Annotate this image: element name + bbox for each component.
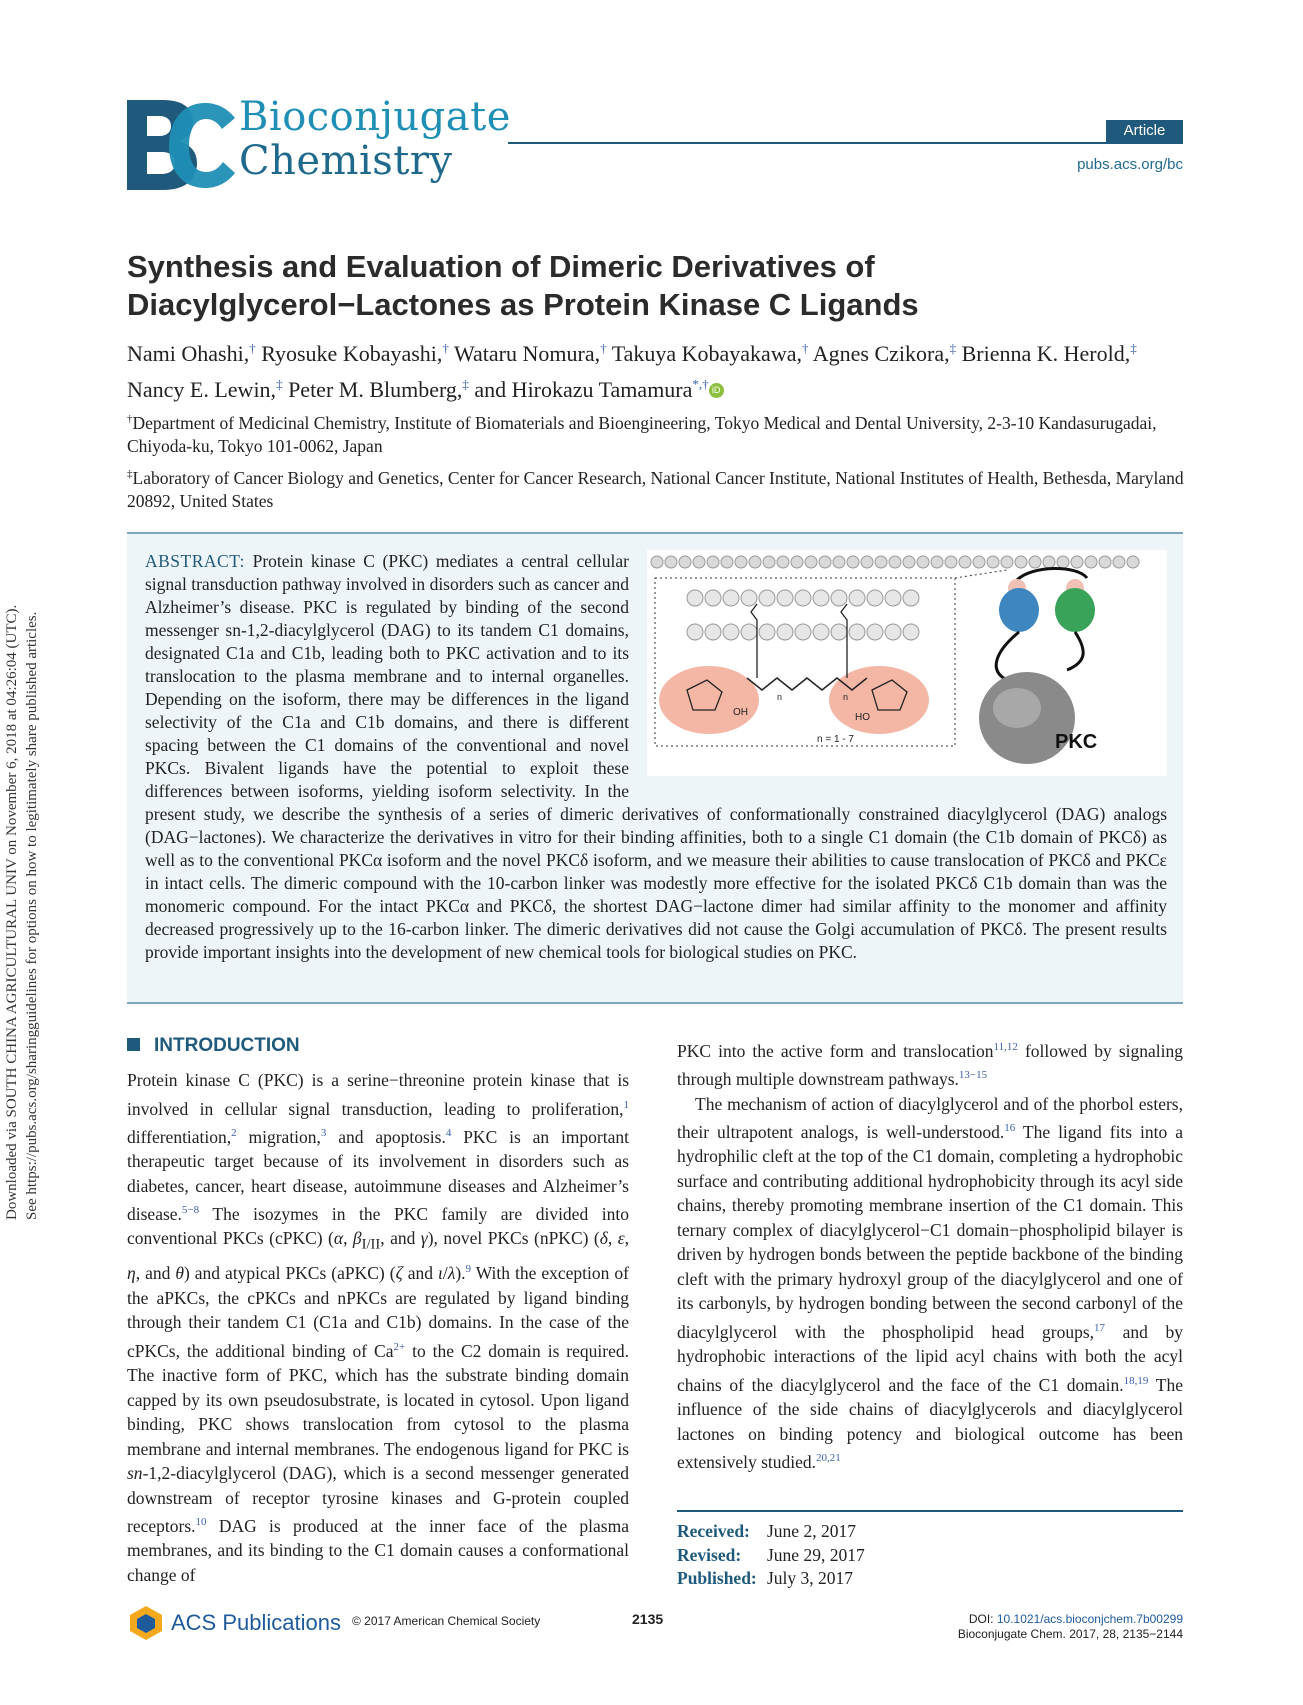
affiliation-text: Department of Medicinal Chemistry, Institute of Biomaterials and Bioengineering, Tokyo Medical and Dental University, 2-3-10 Kandasurugadai, Chiyoda-ku, Tokyo 101-0062, Japan xyxy=(127,412,1157,456)
article-type-badge: Article xyxy=(1106,120,1183,142)
header-rule xyxy=(508,142,1183,144)
abstract-label: ABSTRACT: xyxy=(145,551,245,571)
author-affiliation-mark: † xyxy=(249,341,256,356)
publisher-name: ACS Publications xyxy=(171,1610,341,1635)
author[interactable]: Nami Ohashi,† xyxy=(127,341,256,367)
doi-link[interactable]: 10.1021/acs.bioconjchem.7b00299 xyxy=(996,1612,1183,1626)
n-subscript-left: n xyxy=(777,692,783,702)
date-value: June 2, 2017 xyxy=(767,1521,856,1541)
section-heading-text: INTRODUCTION xyxy=(154,1035,300,1056)
affiliation-mark: ‡ xyxy=(127,468,133,480)
download-notice-line2: See https://pubs.acs.org/sharingguidelines for options on how to legitimately share published articles. xyxy=(24,611,40,1220)
author-affiliation-mark: ‡ xyxy=(462,376,469,392)
date-value: June 29, 2017 xyxy=(767,1544,865,1565)
author[interactable]: and Hirokazu Tamamura*,† xyxy=(474,376,709,402)
intro-paragraph-1-cont: PKC into the active form and translocation$^{11,12}$ followed by signaling through multiple downstream pathways.$^{13-15}$ xyxy=(677,1040,1183,1090)
author-affiliation-mark: † xyxy=(801,341,809,356)
author-affiliation-mark: † xyxy=(442,341,449,356)
acs-hexagon-icon xyxy=(127,1604,165,1642)
date-value: July 3, 2017 xyxy=(767,1568,854,1588)
author-affiliation-mark: ‡ xyxy=(276,376,283,392)
journal-name-line2: Chemistry xyxy=(239,138,453,184)
author[interactable]: Takuya Kobayakawa,† xyxy=(611,341,809,367)
orcid-icon[interactable]: iD xyxy=(709,383,724,398)
copyright: © 2017 American Chemical Society xyxy=(352,1614,541,1628)
abstract xyxy=(145,550,1167,964)
citation: Bioconjugate Chem. 2017, 28, 2135−2144 xyxy=(957,1627,1183,1641)
author-affiliation-mark: *,† xyxy=(692,376,709,392)
date-published xyxy=(677,1567,865,1591)
date-revised xyxy=(677,1544,865,1568)
author-affiliation-mark: ‡ xyxy=(949,341,957,356)
date-label: Published: xyxy=(677,1568,757,1588)
bc-logo-icon xyxy=(127,100,237,190)
affiliation-1 xyxy=(127,408,1187,458)
date-label: Revised: xyxy=(677,1544,742,1565)
author-affiliation-mark: † xyxy=(600,341,607,356)
download-notice xyxy=(2,480,42,1220)
author[interactable]: Agnes Czikora,‡ xyxy=(812,341,957,367)
publication-dates xyxy=(677,1520,865,1591)
dates-rule xyxy=(677,1510,1183,1512)
affiliation-text: Laboratory of Cancer Biology and Genetics, Center for Cancer Research, National Cancer Institute, National Institutes of Health, Bethesda, Maryland 20892, United States xyxy=(127,467,1184,511)
n-range-label: n = 1 - 7 xyxy=(817,734,854,745)
author[interactable]: Wataru Nomura,† xyxy=(454,341,607,367)
author[interactable]: Ryosuke Kobayashi,† xyxy=(261,341,449,367)
affiliation-2 xyxy=(127,463,1187,513)
doi-prefix: DOI: xyxy=(968,1612,997,1626)
n-subscript-right: n xyxy=(843,692,849,702)
section-heading xyxy=(127,1035,300,1057)
paper-title: Synthesis and Evaluation of Dimeric Derivatives of Diacylglycerol−Lactones as Protein Kinase C Ligands xyxy=(127,249,919,322)
acs-publications-logo[interactable] xyxy=(127,1604,347,1644)
intro-left-column xyxy=(127,1068,629,1587)
doi xyxy=(880,1612,1183,1627)
author[interactable]: Nancy E. Lewin,‡ xyxy=(127,376,283,402)
author-affiliation-mark: ‡ xyxy=(1130,341,1137,356)
oh-label: OH xyxy=(733,707,748,718)
intro-paragraph-1: Protein kinase C (PKC) is a serine−threonine protein kinase that is involved in cellular signal transduction, leading to proliferation,$^1$ differentiation,$^2$ migration,$^3$ and apoptosis.$^4$ PKC is an important therapeutic target because of its involvement in disorders such as diabetes, cancer, heart disease, autoimmune diseases and Alzheimer’s disease.$^{5-8}$ The isozymes in the PKC family are divided into conventional PKCs (cPKC) (α, $\beta_{I/II}$, and γ), novel PKCs (nPKC) (δ, ε, η, and θ) and atypical PKCs (aPKC) (ζ and ι/λ).$^9$ With the exception of the aPKCs, the cPKCs and nPKCs are regulated by ligand binding through their tandem C1 (C1a and C1b) domains. In the case of the cPKCs, the additional binding of $Ca^{2+}$ to the C2 domain is required. The inactive form of PKC, which has the substrate binding domain capped by its own pseudosubstrate, is located in cytosol. Upon ligand binding, PKC shows translocation from cytosol to the plasma membrane and internal membranes. The endogenous ligand for PKC is sn-1,2-diacylglycerol (DAG), which is a second messenger generated downstream of receptor tyrosine kinases and G-protein coupled receptors.$^{10}$ DAG is produced at the inner face of the plasma membranes, and its binding to the C1 domain causes a conformational change of xyxy=(127,1070,629,1585)
author[interactable]: Peter M. Blumberg,‡ xyxy=(288,376,469,402)
toc-graphic xyxy=(647,550,1167,795)
ho-label: HO xyxy=(855,712,870,723)
abstract-text: Protein kinase C (PKC) mediates a central cellular signal transduction pathway involved in disorders such as cancer and Alzheimer’s disease. PKC is regulated by binding of the second messenger sn-1,2-diacylglycerol (DAG) to its tandem C1 domains, designated C1a and C1b, leading both to PKC activation and to its translocation to the plasma membrane and to internal organelles. Depending on the isoform, there may be differences in the ligand selectivity of the C1a and C1b domains, and there is different spacing between the C1 domains of the conventional and novel PKCs. Bivalent ligands have the potential to exploit these differences between isoforms, yielding isoform selectivity. In the present study, we describe the synthesis of a series of dimeric derivatives of conformationally constrained diacylglycerol (DAG) analogs (DAG−lactones). We characterize the derivatives in vitro for their binding affinities, both to a single C1 domain (the C1b domain of PKCδ) as well as to the conventional PKCα isoform and the novel PKCδ isoform, and we measure their abilities to cause translocation of PKCδ and PKCε in intact cells. The dimeric compound with the 10-carbon linker was modestly more effective for the isolated PKCδ C1b domain than was the monomeric compound. For the intact PKCα and PKCδ, the shortest DAG−lactone dimer had similar affinity to the monomer and affinity decreased progressively up to the 16-carbon linker. The dimeric derivatives did not cause the Golgi accumulation of PKCδ. The present results provide important insights into the development of new chemical tools for biological studies on PKC. xyxy=(145,551,1167,962)
abstract-box xyxy=(127,532,1183,1004)
intro-paragraph-2: The mechanism of action of diacylglycerol and of the phorbol esters, their ultrapotent analogs, is well-understood.$^{16}$ The ligand fits into a hydrophilic cleft at the top of the C1 domain, completing a hydrophobic surface and contributing additional hydrophobicity through its acyl side chains, thereby promoting membrane insertion of the C1 domain. This ternary complex of diacylglycerol−C1 domain−phospholipid bilayer is driven by hydrogen bonds between the peptide backbone of the binding cleft with the primary hydroxyl group of the diacylglycerol and one of its carbonyls, by hydrogen bonding between the second carbonyl of the diacylglycerol with the phospholipid head groups,$^{17}$ and by hydrophobic interactions of the lipid acyl chains with both the acyl chains of the diacylglycerol and the face of the C1 domain.$^{18,19}$ The influence of the side chains of diacylglycerols and diacylglycerol lactones on binding potency and biological outcome has been extensively studied.$^{20,21}$ xyxy=(677,1093,1183,1472)
journal-logo[interactable] xyxy=(127,94,511,190)
date-label: Received: xyxy=(677,1521,750,1541)
journal-url-link[interactable]: pubs.acs.org/bc xyxy=(1077,156,1183,173)
author-list xyxy=(127,334,1187,405)
pkc-label: PKC xyxy=(1055,731,1098,753)
toc-figure xyxy=(647,550,1167,776)
date-received xyxy=(677,1520,865,1544)
download-notice-line1: Downloaded via SOUTH CHINA AGRICULTURAL UNIV on November 6, 2018 at 04:26:04 (UTC). xyxy=(4,604,20,1220)
intro-right-column xyxy=(677,1035,1183,1474)
section-square-icon xyxy=(127,1038,140,1051)
author[interactable]: Brienna K. Herold,‡ xyxy=(961,341,1137,367)
journal-name-line1: Bioconjugate xyxy=(239,94,511,140)
affiliation-mark: † xyxy=(127,413,133,425)
page-number: 2135 xyxy=(632,1611,664,1627)
